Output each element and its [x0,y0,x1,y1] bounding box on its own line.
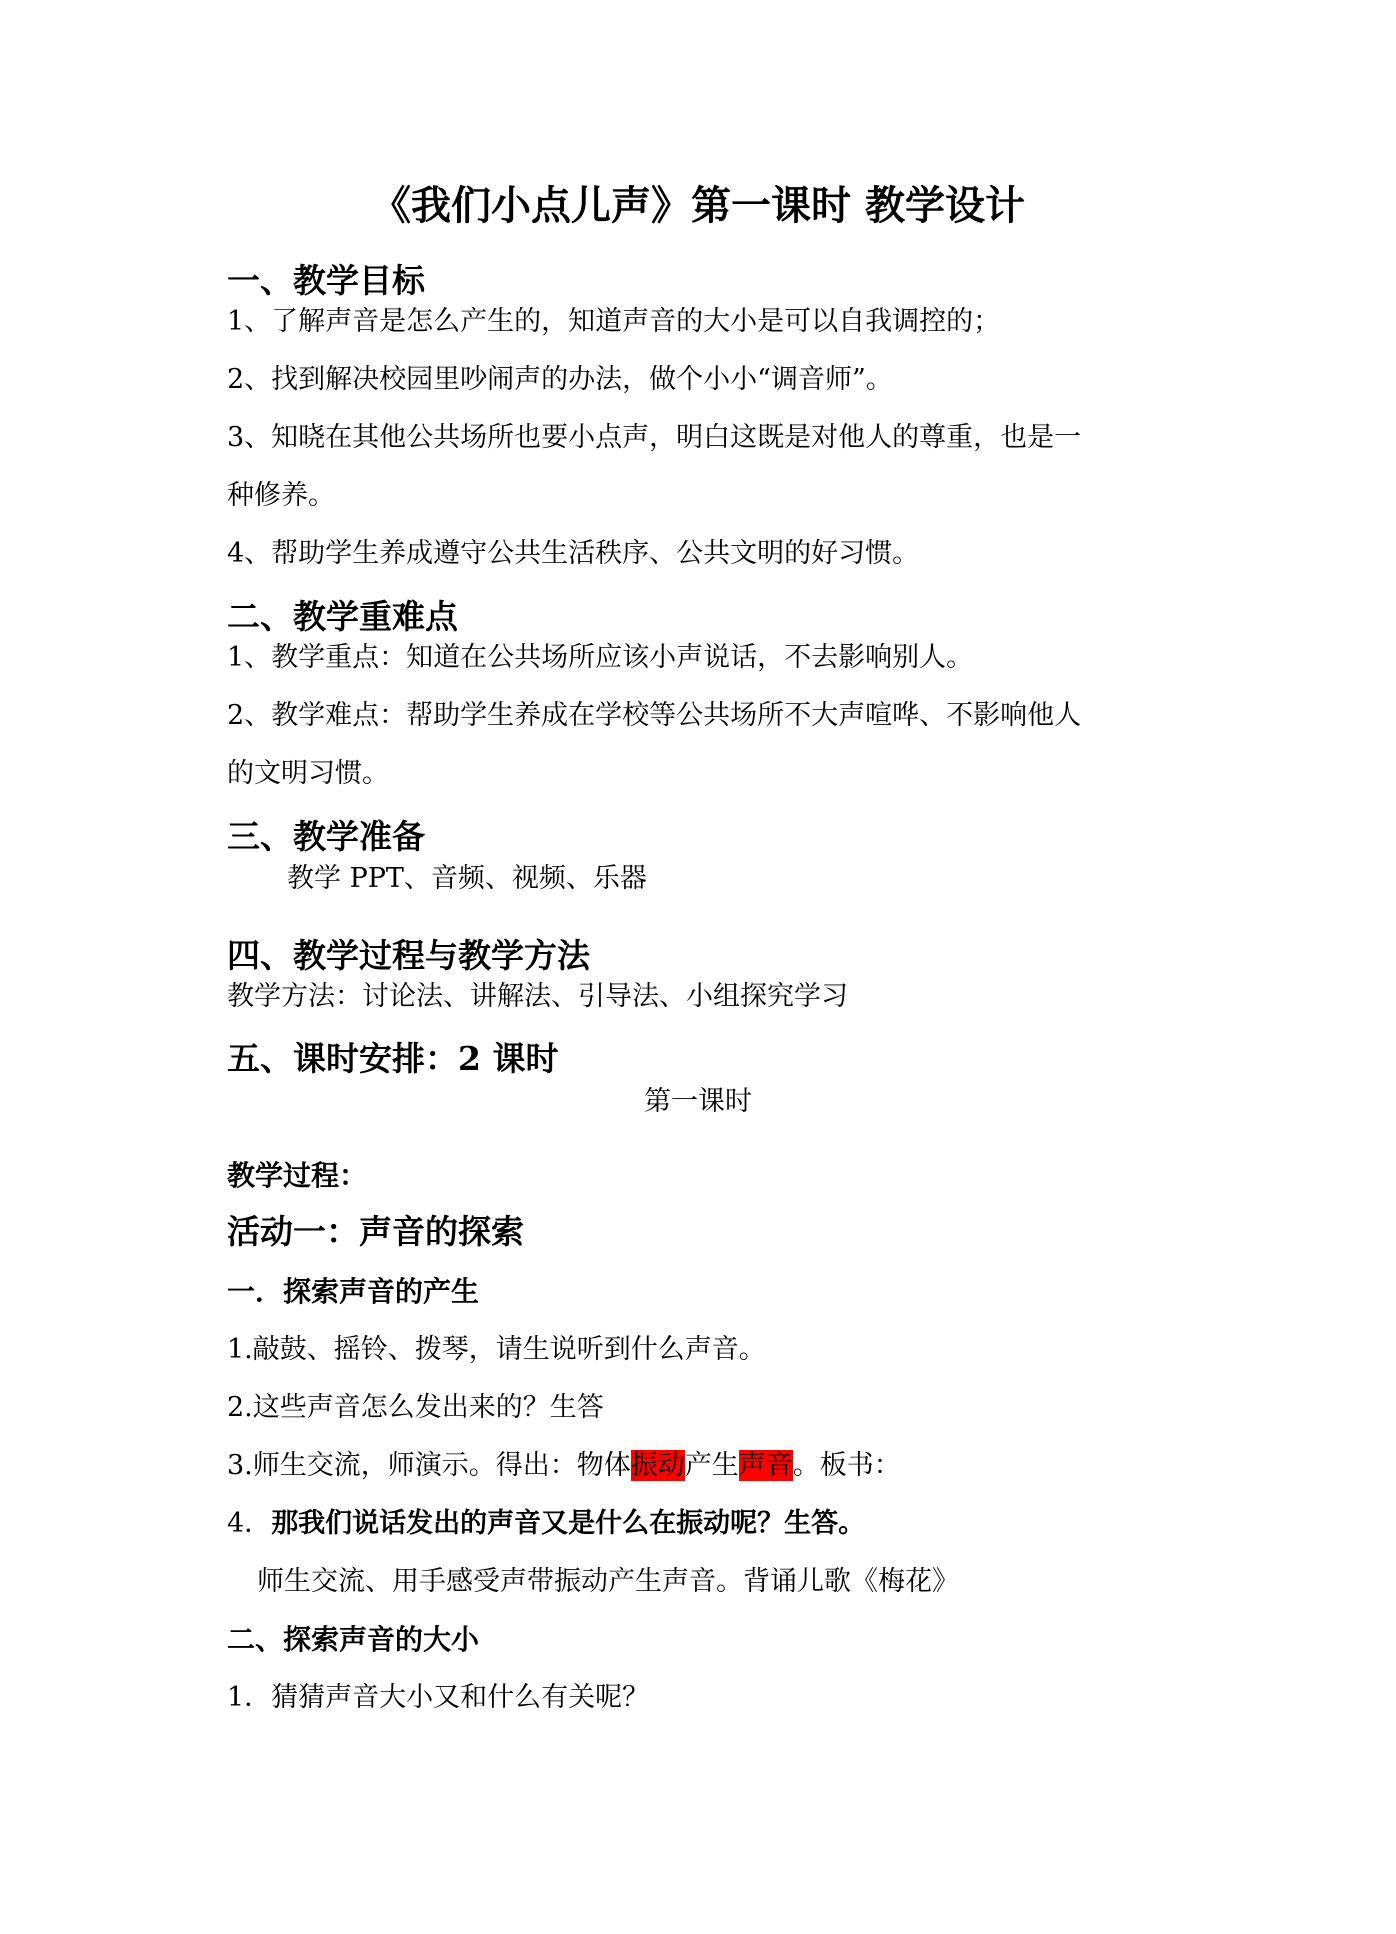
document-title: 《我们小点儿声》第一课时 教学设计 [371,182,1025,229]
section1-item-3: 3、知晓在其他公共场所也要小点声，明白这既是对他人的尊重，也是一 [227,422,1082,453]
part1-item-1: 1.敲鼓、摇铃、拨琴，请生说听到什么声音。 [227,1334,766,1365]
section3-heading: 三、教学准备 [227,817,425,856]
activity-heading: 活动一：声音的探索 [227,1212,524,1251]
section1-heading: 一、教学目标 [227,261,425,300]
part1-item-3-mid: 产生 [684,1450,739,1481]
highlight-sound: 声音 [738,1450,793,1481]
lesson-subtitle: 第一课时 [644,1086,752,1117]
part1-item-3 [227,1446,901,1486]
section1-item-4: 4、帮助学生养成遵守公共生活秩序、公共文明的好习惯。 [227,538,920,569]
section1-item-2: 2、找到解决校园里吵闹声的办法，做个小小“调音师”。 [227,364,893,395]
section5-heading: 五、课时安排：2 课时 [227,1039,559,1078]
section1-item-3-cont: 种修养。 [227,480,335,511]
section3-content: 教学 PPT、音频、视频、乐器 [287,863,647,894]
part1-item-2: 2.这些声音怎么发出来的？生答 [227,1392,604,1423]
section2-item-1: 1、教学重点：知道在公共场所应该小声说话，不去影响别人。 [227,642,974,673]
part2-item-1: 1．猜猜声音大小又和什么有关呢？ [227,1682,650,1713]
part1-item-4-number: 4． [227,1508,272,1539]
section2-heading: 二、教学重难点 [227,597,458,636]
part1-item-3-after: 。板书： [792,1450,901,1481]
part1-heading: 一．探索声音的产生 [227,1275,480,1308]
part1-item-4 [227,1504,865,1544]
process-label: 教学过程： [227,1159,368,1192]
part1-item-3-before: 3.师生交流，师演示。得出：物体 [227,1450,631,1481]
highlight-vibration: 振动 [630,1450,685,1481]
part1-item-4-text: 那我们说话发出的声音又是什么在振动呢？生答。 [271,1508,866,1539]
section1-item-1: 1、了解声音是怎么产生的，知道声音的大小是可以自我调控的； [227,306,1001,337]
section4-heading: 四、教学过程与教学方法 [227,936,590,975]
section2-item-2-cont: 的文明习惯。 [227,758,389,789]
section2-item-2: 2、教学难点：帮助学生养成在学校等公共场所不大声喧哗、不影响他人 [227,700,1082,731]
section4-content: 教学方法：讨论法、讲解法、引导法、小组探究学习 [227,981,848,1012]
part1-item-4-note: 师生交流、用手感受声带振动产生声音。背诵儿歌《梅花》 [257,1566,959,1597]
part2-heading: 二、探索声音的大小 [227,1623,480,1656]
